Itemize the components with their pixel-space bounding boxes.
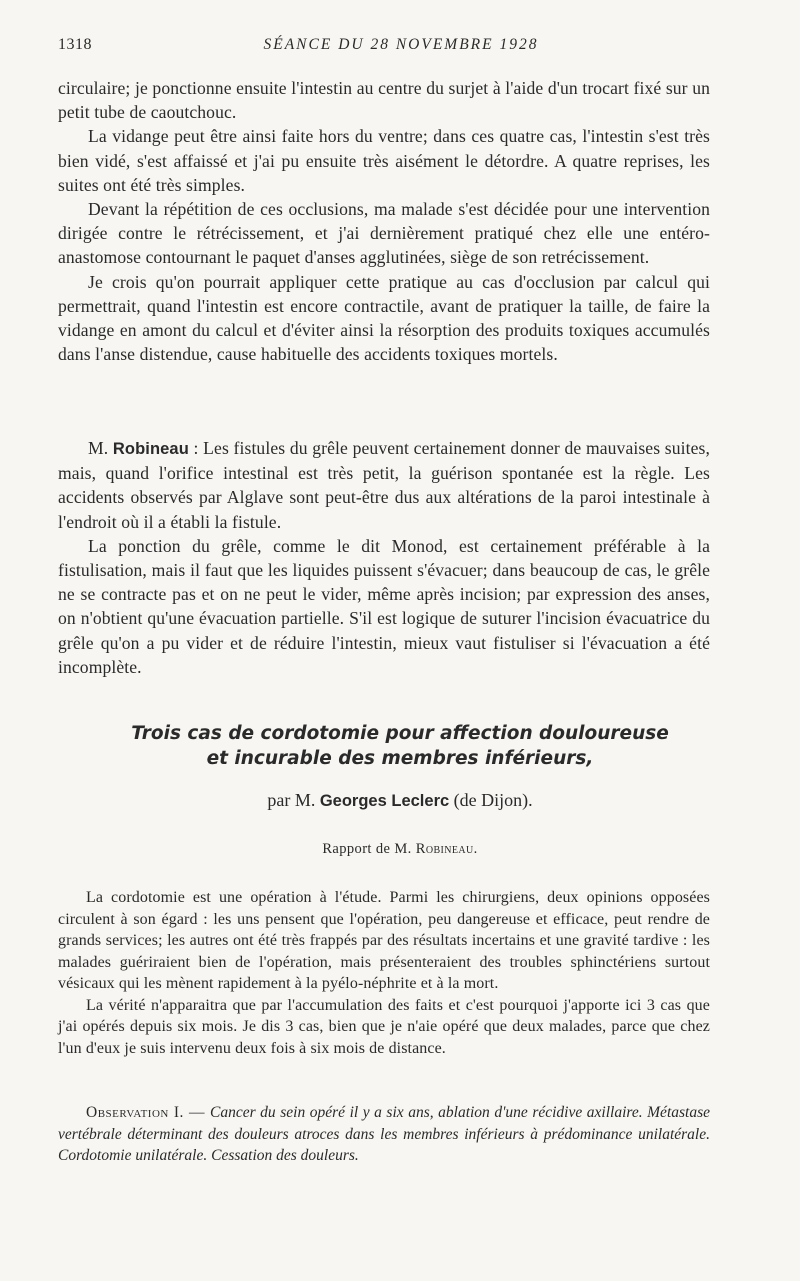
robineau-remarks <box>58 436 710 679</box>
paragraph: Devant la répétition de ces occlusions, ma malade s'est décidée pour une intervention dirigée contre le rétrécissement, et j'ai dernièrement pratiqué chez elle une entéro-anastomose contournant le paquet d'anses agglutinées, siège de son retrécissement. <box>58 199 710 268</box>
rapport-line <box>58 841 742 858</box>
paragraph: La vidange peut être ainsi faite hors du ventre; dans ces quatre cas, l'intestin s'est très bien vidé, s'est affaissé et j'ai pu ensuite très aisément le détordre. A quatre reprises, les suites ont été très simples. <box>58 126 710 195</box>
paragraph <box>58 436 710 534</box>
observation <box>58 1102 710 1167</box>
speaker-prefix: M. <box>88 438 113 458</box>
article-title <box>58 721 742 771</box>
paragraph-text: : Les fistules du grêle peuvent certainement donner de mauvaises suites, mais, quand l'orifice intestinal est très petit, la guérison spontanée est la règle. Les accidents observés par Alglave sont peut-être dus aux altérations de la paroi intestinale à l'endroit où il a établi la fistule. <box>58 438 710 532</box>
byline <box>58 790 742 811</box>
article-body <box>58 887 710 1059</box>
running-head <box>58 36 744 58</box>
paragraph: La vérité n'apparaitra que par l'accumulation des faits et c'est pourquoi j'apporte ici 3 cas que j'ai opérés depuis six mois. Je dis 3 cas, bien que je n'aie opéré que deux malades, parce que chez l'un d'eux je suis intervenu deux fois à six mois de distance. <box>58 996 710 1057</box>
rapporteur-name: Robineau. <box>415 841 478 857</box>
running-title: SÉANCE DU 28 NOVEMBRE 1928 <box>263 36 539 53</box>
title-line: Trois cas de cordotomie pour affection douloureuse <box>131 723 669 744</box>
byline-par: par M. <box>267 790 320 810</box>
author-name: Georges Leclerc <box>319 792 450 810</box>
observation-text: Cancer du sein opéré il y a six ans, ablation d'une récidive axillaire. Métastase vertébrale déterminant des douleurs atroces dans les membres inférieurs à prédominance unilatérale. Cordotomie unilatérale. Cessation des douleurs. <box>58 1104 710 1164</box>
paragraph: Je crois qu'on pourrait appliquer cette pratique au cas d'occlusion par calcul qui permettrait, quand l'intestin est encore contractile, avant de pratiquer la taille, de faire la vidange en amont du calcul et d'éviter ainsi la résorption des produits toxiques accumulés dans l'anse distendue, cause habituelle des accidents toxiques mortels. <box>58 271 710 365</box>
discussion-continued <box>58 76 710 366</box>
rapport-prefix: Rapport de M. <box>322 841 416 857</box>
author-place: (de Dijon). <box>449 790 533 810</box>
paragraph: La cordotomie est une opération à l'étude. Parmi les chirurgiens, deux opinions opposées circulent à son égard : les uns pensent que l'opération, peu dangereuse et efficace, peut rendre de grands services; les autres ont été très frappés par des résultats incertains et une gravité tardive : les malades guériraient bien de l'opération, mais présenteraient des troubles sphinctériens surtout vésicaux qui les mènent rapidement à la pyélo-néphrite et à la mort. <box>58 889 710 992</box>
paragraph: circulaire; je ponctionne ensuite l'intestin au centre du surjet à l'aide d'un trocart fixé sur un petit tube de caoutchouc. <box>58 78 710 123</box>
speaker-name: Robineau <box>112 440 189 458</box>
paragraph: La ponction du grêle, comme le dit Monod, est certainement préférable à la fistulisation, mais il faut que les liquides puissent s'évacuer; dans beaucoup de cas, le grêle ne se contracte pas et on ne peut le vider, même après incision; par expression des anses, on n'obtient qu'une évacuation partielle. S'il est logique de suturer l'incision évacuatrice du grêle qu'on a pu vider et de réduire l'intestin, mieux vaut fistuliser si l'évacuation a été incomplète. <box>58 535 710 677</box>
page-number: 1318 <box>58 36 92 53</box>
title-line: et incurable des membres inférieurs, <box>206 748 594 769</box>
observation-label: Observation I. — <box>86 1104 211 1121</box>
